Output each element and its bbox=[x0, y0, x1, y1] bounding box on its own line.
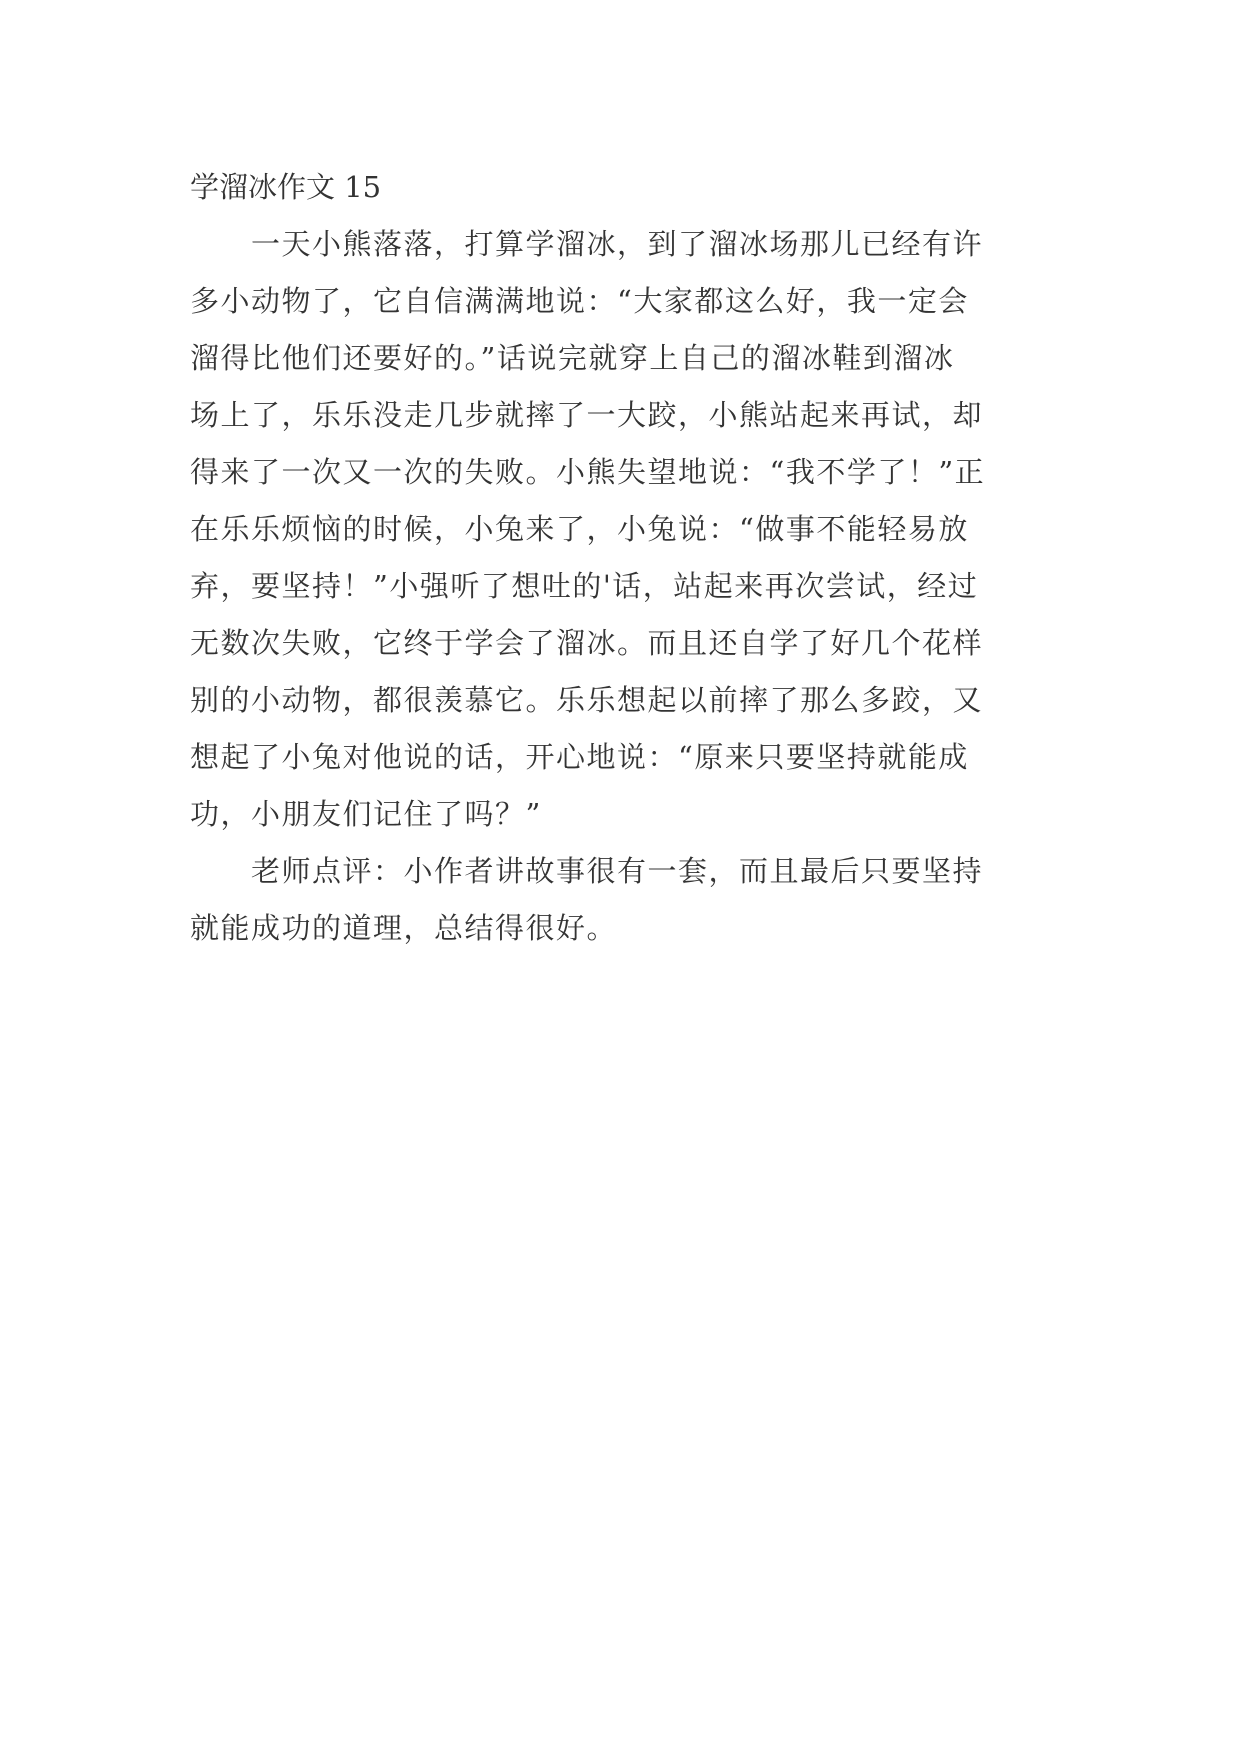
text-line: 想起了小兔对他说的话，开心地说：“原来只要坚持就能成 bbox=[190, 740, 969, 774]
document-content bbox=[190, 158, 1060, 957]
story-paragraph bbox=[190, 216, 1060, 843]
text-line: 弃，要坚持！”小强听了想吐的'话，站起来再次尝试，经过 bbox=[190, 569, 979, 603]
text-line: 在乐乐烦恼的时候，小兔来了，小兔说：“做事不能轻易放 bbox=[190, 512, 969, 546]
text-line: 老师点评：小作者讲故事很有一套，而且最后只要坚持 bbox=[251, 854, 984, 888]
text-line: 得来了一次又一次的失败。小熊失望地说：“我不学了！”正 bbox=[190, 455, 986, 489]
teacher-comment-paragraph bbox=[190, 843, 1060, 957]
essay-title: 学溜冰作文 15 bbox=[190, 170, 382, 204]
text-line: 就能成功的道理，总结得很好。 bbox=[190, 911, 618, 945]
text-line: 溜得比他们还要好的。”话说完就穿上自己的溜冰鞋到溜冰 bbox=[190, 341, 955, 375]
text-line: 一天小熊落落，打算学溜冰，到了溜冰场那儿已经有许 bbox=[251, 227, 984, 261]
text-line: 多小动物了，它自信满满地说：“大家都这么好，我一定会 bbox=[190, 284, 969, 318]
text-line: 功，小朋友们记住了吗？” bbox=[190, 797, 542, 831]
text-line: 场上了，乐乐没走几步就摔了一大跤，小熊站起来再试，却 bbox=[190, 398, 984, 432]
text-line: 别的小动物，都很羡慕它。乐乐想起以前摔了那么多跤，又 bbox=[190, 683, 984, 717]
text-line: 无数次失败，它终于学会了溜冰。而且还自学了好几个花样 bbox=[190, 626, 984, 660]
